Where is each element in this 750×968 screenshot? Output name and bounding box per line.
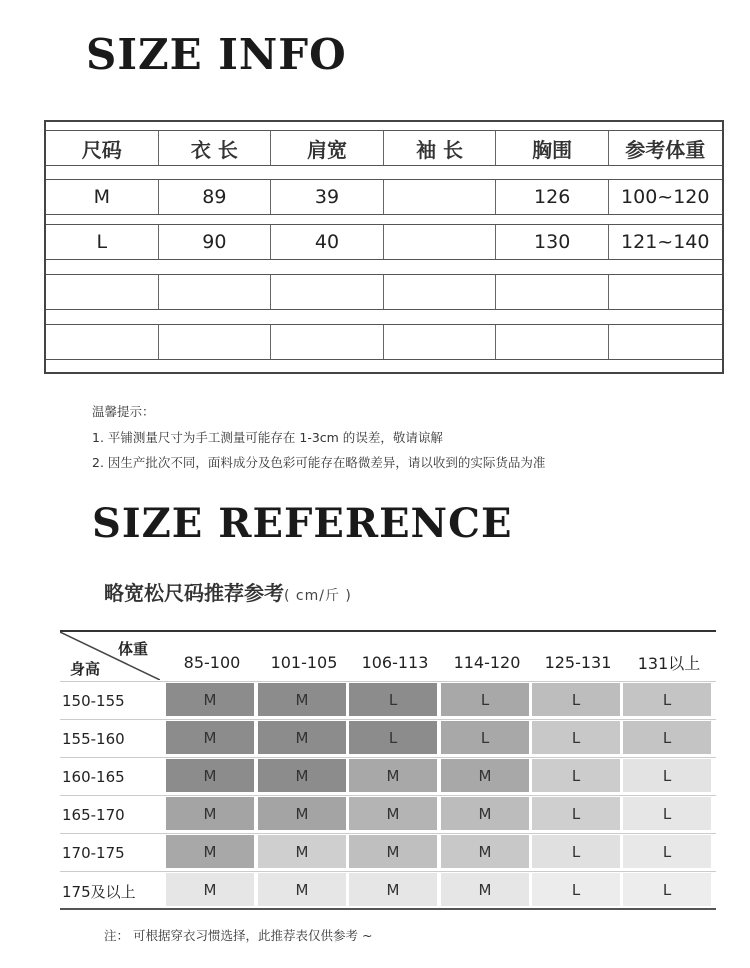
recommended-size-cell: L: [623, 721, 711, 754]
height-row-label: 165-170: [62, 806, 125, 824]
recommended-size-cell: L: [532, 797, 620, 830]
recommended-size-cell: M: [166, 797, 254, 830]
size-info-table: [44, 120, 724, 378]
recommended-size-cell: M: [258, 835, 346, 868]
recommended-size-cell: M: [349, 759, 437, 792]
cell-length: 90: [159, 225, 272, 259]
recommended-size-cell: M: [258, 873, 346, 906]
recommended-size-cell: L: [532, 835, 620, 868]
recommended-size-cell: L: [623, 759, 711, 792]
cell-sleeve: [384, 225, 497, 259]
cell-sleeve: [384, 275, 497, 309]
recommended-size-cell: M: [441, 835, 529, 868]
recommended-size-cell: L: [349, 683, 437, 716]
height-row-label: 155-160: [62, 730, 125, 748]
recommended-size-cell: M: [441, 797, 529, 830]
corner-weight-label: 体重: [118, 640, 149, 658]
size-reference-title: SIZE REFERENCE: [92, 500, 513, 547]
recommended-size-cell: M: [258, 683, 346, 716]
weight-column-header: 85-100: [183, 652, 241, 672]
recommended-size-cell: L: [532, 721, 620, 754]
table-top-border: [44, 120, 724, 122]
header-size: 尺码: [46, 131, 159, 165]
cell-size: [46, 325, 159, 359]
recommended-size-cell: M: [258, 759, 346, 792]
cell-sleeve: [384, 325, 497, 359]
cell-sleeve: [384, 180, 497, 214]
recommended-size-cell: M: [349, 797, 437, 830]
height-row-label: 160-165: [62, 768, 125, 786]
cell-chest: 130: [496, 225, 609, 259]
weight-column-header: 101-105: [270, 652, 338, 672]
recommended-size-cell: M: [166, 683, 254, 716]
header-chest: 胸围: [496, 131, 609, 165]
row-divider: [60, 833, 716, 834]
row-divider: [60, 871, 716, 872]
recommended-size-cell: M: [349, 873, 437, 906]
table-right-border: [722, 120, 724, 374]
size-info-header-row: [46, 130, 722, 166]
cell-shoulder: [271, 325, 384, 359]
table-bottom-border: [44, 372, 724, 374]
row-divider: [60, 795, 716, 796]
cell-weight: 121~140: [621, 231, 710, 253]
recommended-size-cell: M: [166, 873, 254, 906]
recommended-size-cell: L: [623, 873, 711, 906]
subtitle-unit: ( cm/斤 ): [284, 588, 352, 604]
row-divider: [60, 719, 716, 720]
tips-line-2: 2. 因生产批次不同，面料成分及色彩可能存在略微差异，请以收到的实际货品为准: [92, 455, 546, 470]
cell-chest: [496, 325, 609, 359]
weight-column-header: 125-131: [544, 652, 612, 672]
cell-weight: 100~120: [621, 186, 710, 208]
recommended-size-cell: M: [441, 873, 529, 906]
cell-shoulder: [271, 275, 384, 309]
tips-line-1: 1. 平铺测量尺寸为手工测量可能存在 1-3cm 的误差，敬请谅解: [92, 430, 443, 445]
cell-chest: [496, 275, 609, 309]
tips-heading: 温馨提示：: [92, 404, 155, 419]
cell-shoulder: 40: [271, 225, 384, 259]
recommended-size-cell: M: [166, 721, 254, 754]
weight-column-header: 131以上: [637, 653, 701, 673]
table-row: [46, 224, 722, 260]
table-row: [46, 179, 722, 215]
recommended-size-cell: M: [258, 721, 346, 754]
header-shoulder: 肩宽: [271, 131, 384, 165]
recommended-size-cell: M: [166, 835, 254, 868]
recommended-size-cell: L: [532, 873, 620, 906]
recommended-size-cell: M: [441, 759, 529, 792]
cell-weight: [609, 325, 722, 359]
recommended-size-cell: L: [441, 683, 529, 716]
height-row-label: 150-155: [62, 692, 125, 710]
header-sleeve: 袖 长: [384, 131, 497, 165]
cell-weight: [609, 275, 722, 309]
cell-size: L: [46, 225, 159, 259]
recommended-size-cell: L: [623, 835, 711, 868]
height-row-label: 170-175: [62, 844, 125, 862]
recommended-size-cell: L: [623, 797, 711, 830]
reference-table-bottom-border: [60, 908, 716, 910]
cell-size: [46, 275, 159, 309]
recommended-size-cell: L: [532, 683, 620, 716]
row-divider: [60, 681, 716, 682]
size-info-title: SIZE INFO: [86, 30, 347, 79]
cell-length: 89: [159, 180, 272, 214]
table-row: [46, 274, 722, 310]
recommended-size-cell: L: [349, 721, 437, 754]
footer-note: 注： 可根据穿衣习惯选择，此推荐表仅供参考 ~: [104, 928, 373, 943]
weight-column-header: 114-120: [453, 652, 521, 672]
recommended-size-cell: M: [349, 835, 437, 868]
height-row-label: 175及以上: [62, 882, 136, 901]
recommended-size-cell: L: [441, 721, 529, 754]
weight-column-header: 106-113: [361, 652, 429, 672]
cell-length: [159, 275, 272, 309]
cell-shoulder: 39: [271, 180, 384, 214]
header-length: 衣 长: [159, 131, 272, 165]
subtitle-text: 略宽松尺码推荐参考: [104, 581, 284, 605]
corner-height-label: 身高: [70, 660, 101, 678]
table-row: [46, 324, 722, 360]
recommended-size-cell: L: [532, 759, 620, 792]
cell-chest: 126: [496, 180, 609, 214]
cell-size: M: [46, 180, 159, 214]
header-weight: 参考体重: [625, 137, 706, 162]
recommended-size-cell: M: [258, 797, 346, 830]
recommended-size-cell: M: [166, 759, 254, 792]
cell-length: [159, 325, 272, 359]
recommended-size-cell: L: [623, 683, 711, 716]
row-divider: [60, 757, 716, 758]
size-reference-subtitle: [104, 577, 352, 606]
